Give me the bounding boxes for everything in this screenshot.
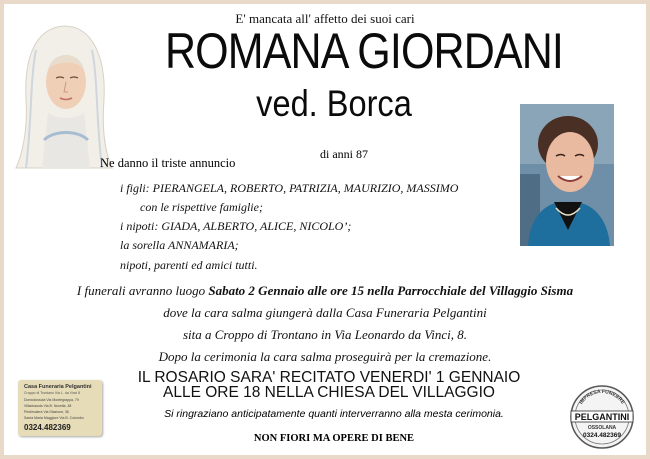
card-subtitle: Croppo di Trontano Via L. da Vinci 8: [24, 391, 81, 395]
relatives-line: la sorella ANNAMARIA;: [120, 238, 239, 252]
funeral-line: dove la cara salma giungerà dalla Casa Funeraria Pelgantini: [163, 305, 487, 320]
card-address: Santa Maria Maggiore Via B. Colombo: [24, 416, 84, 420]
relatives-line: con le rispettive famiglie;: [140, 200, 263, 214]
logo-name: PELGANTINI: [574, 412, 630, 422]
card-phone: 0324.482369: [24, 423, 71, 432]
madonna-image: [14, 20, 114, 170]
funeral-line: sita a Croppo di Trontano in Via Leonardo da Vinci, 8.: [182, 327, 468, 342]
funeral-prefix: I funerali avranno luogo: [76, 283, 209, 298]
pelgantini-logo: [569, 384, 635, 450]
deceased-photo: [520, 104, 614, 246]
logo-top: IMPRESA FUNEBRE: [578, 388, 626, 406]
card-address: Piedimulera Via Stazione, 36: [24, 410, 69, 414]
relatives-line: i figli: PIERANGELA, ROBERTO, PATRIZIA, MAURIZIO, MASSIMO: [120, 181, 459, 195]
card-title: Casa Funeraria Pelgantini: [24, 384, 92, 390]
logo-place: OSSOLANA: [587, 425, 617, 431]
intro-text: E' mancata all' affetto dei suoi cari: [235, 11, 415, 26]
card-address: Domodossola Via Montegrappa, 79: [24, 398, 79, 402]
funeral-date: Sabato 2 Gennaio alle ore 15 nella Parrocchiale del Villaggio Sisma: [208, 283, 574, 298]
logo-phone: 0324.482369: [583, 432, 621, 439]
thanks-text: Si ringraziano anticipatamente quanti interverranno alla mesta cerimonia.: [164, 408, 504, 420]
flowers-note: NON FIORI MA OPERE DI BENE: [253, 433, 415, 444]
relatives-line: nipoti, parenti ed amici tutti.: [120, 258, 258, 272]
funeral-home-card: [18, 380, 102, 436]
announcement-text: Ne danno il triste annuncio: [100, 156, 236, 170]
funeral-line: Dopo la cerimonia la cara salma proseguirà per la cremazione.: [158, 349, 492, 364]
funeral-line: [4, 283, 646, 299]
obituary-notice: [4, 4, 646, 455]
rosary-line: IL ROSARIO SARA' RECITATO VENERDI' 1 GENNAIO: [137, 369, 521, 386]
relatives-line: i nipoti: GIADA, ALBERTO, ALICE, NICOLO’;: [120, 219, 352, 233]
widow-of: ved. Borca: [256, 83, 412, 124]
rosary-line: ALLE ORE 18 NELLA CHIESA DEL VILLAGGIO: [163, 384, 495, 401]
age-text: di anni 87: [320, 147, 368, 161]
deceased-name: ROMANA GIORDANI: [164, 23, 564, 79]
card-address: Villadossola Via B. Novella, 48: [24, 404, 72, 408]
